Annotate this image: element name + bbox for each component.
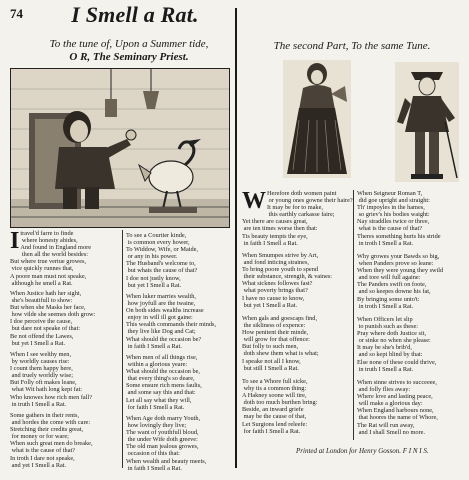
imprint-line: Printed at London for Henry Gosson. F I N I S.	[296, 447, 429, 455]
verse-stanza: To see a Courtier kinde, is common every hower, To Widdow, Wife, or Maide, or any in his power. The Husband's welcome to, but whats the cause of that? I doe not justly know, but yet I Smell a Rat.	[126, 232, 199, 289]
verse-stanza: When Justice hath her sight, she's beautifull to show: But when she Masks her face, how vilde she seemes doth grow: I doe perceive the cause, but dare not speake of that: Be not offend the Lawes, but yet I Smell a Rat.	[10, 290, 96, 347]
part1-column2	[126, 232, 236, 472]
lady-with-fan-woodcut	[283, 60, 351, 178]
gentleman-standing-woodcut	[395, 62, 459, 182]
second-part-title: The second Part, To the same Tune.	[273, 40, 431, 52]
verse-stanza: When men of all things rise, within a glorious yeare: What should the occasion be, that every thing's so deare, Some ensure rich mens faults, and some say this and that: Let all say what they will, for faith I Smell a Rat.	[126, 354, 202, 411]
seated-gentleman-with-bird-woodcut	[10, 68, 230, 228]
drop-cap-initial: I	[10, 228, 20, 254]
tune-alternate-line: O R, The Seminary Priest.	[69, 51, 189, 63]
verse-stanza: When Officers let slip to punish such as these: Pray where doth Justice sit, or sinke no when she please: It may be she's brib'd, and so kept blind by that: Else none of these could thrive, in truth I Smell a Rat.	[357, 316, 437, 373]
verse-stanza: When Smumpes strive by Art, and fond inticing straines, To bring poore youth to spend their substance, strength, & vaines: What sicknes followes fast? what poverty brings that? I have no cause to know, but yet I Smell a Rat.	[242, 252, 333, 309]
verse-stanza: Why growes your Bawds so big, when Panders prove so leane: When they were young they swild and tore will full againe: The Panders swift on foote, and so keepes downe his fat, By bringing some unto't: in troth I Smell a Rat.	[357, 253, 444, 310]
verse-stanza: Some gathers in their rents, and hordes the come with care: Stretching their credits great, for money or for ware; When such great men do breake, what is the cause of that? In troth I dare not speake, and yet I Smell a Rat.	[10, 412, 93, 469]
verse-stanza: To see a Whore full sicke, why tis a common thing: A Hakney soone will tire, doth too much burthen bring: Beside, an inward griefe may be the cause of that, Let Surgions lend releefe: for faith I Smell a Rat.	[242, 378, 318, 435]
verse-stanza: When luker marries wealth, how joyfull are the twaine, On both sides wealths increase enjoy in will ill got gaine: This wealth commands their minds, they live like Dog and Cat; What should the occasion be? in faith I Smell a Rat.	[126, 293, 217, 350]
ballad-title: I Smell a Rat.	[71, 2, 199, 27]
drop-cap-initial: W	[242, 188, 266, 214]
verse-stanza: When sinne strives to succeeee, and folly flies away: Where love and lasting peace, will make a glorious day: When England harbours none, that hoores the name of Whore, The Rat will run away, and I shall Smell no more.	[357, 379, 438, 436]
column-rule	[353, 190, 354, 440]
tune-line: To the tune of, Upon a Summer tide,	[49, 38, 209, 50]
verse-stanza: When Age doth marry Youth, how lovingly they live; The want of youthfull bloud, the under Wife doth greeve: The old man jealous growes, occasion of this that: When wealth and beauty meets, in faith I Smell a Rat.	[126, 415, 207, 472]
part2-column1	[242, 190, 352, 435]
part2-column2	[357, 190, 467, 436]
verse-stanza: When gals and goescaps find, the sikliness of expence: How penitent their minde, will grow for that offence: But folly to such men, doth shew them what is what; I speake not all I know, but still I Smell a Rat.	[242, 315, 319, 372]
verse-stanza: When Seigneur Roman T, did goe upright and straight: Th' impoyles in the hames, so griev's his bodies waight: Nay straddles twice or three, what is the cause of that? Theres something hurts his stride in troth I Smell a Rat.	[357, 190, 441, 247]
page-number: 74	[10, 6, 23, 21]
verse-stanza	[242, 190, 352, 252]
verse-stanza	[10, 230, 120, 290]
verse-text: Herefore doth women paint or young ones gowne their haire? It may be for to make, this earthly carkasse faire; Yet there are causes great, are ten times worse then that: Tis beauty tempts the eye, in faith I Smell a Rat.	[242, 190, 353, 247]
part1-column1	[10, 230, 120, 469]
column-rule	[122, 230, 123, 468]
verse-stanza: When I see welthy men, by worldly causes rise: I count them happy here, and truely worldly wise; But Folly oft makes leane, what Wit hath long kept fat: Who knowes how rich men fall? in truth I Smell a Rat.	[10, 351, 93, 408]
verse-text: travel'd farre to finde where honesty abides, And found in England more then all the world besides: But where true vertue growes, vice quickly runnes that, A poore man must not speake, although he smell a Rat.	[10, 230, 91, 287]
